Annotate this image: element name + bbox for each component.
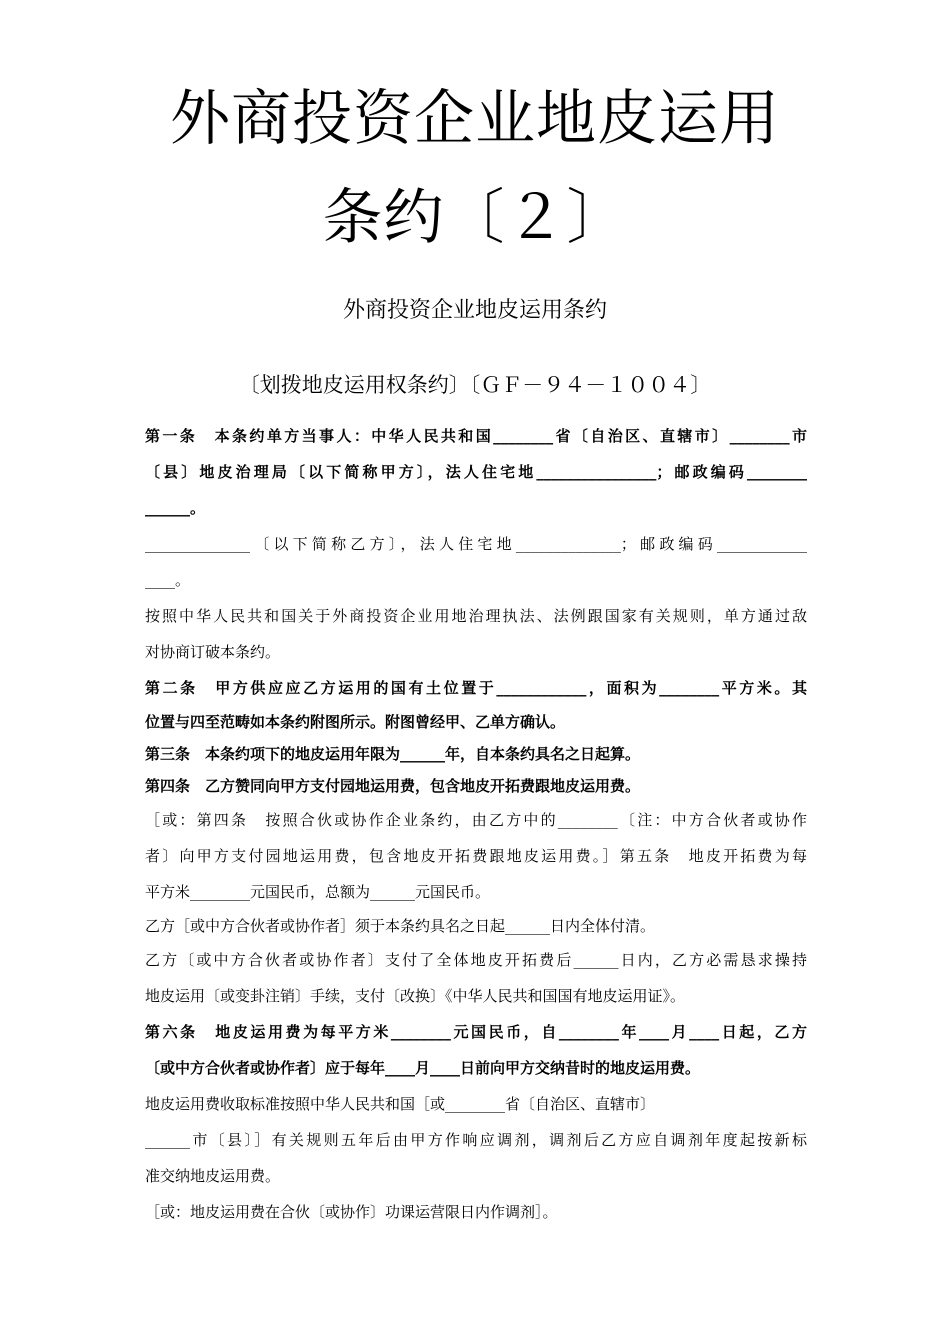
contract-line: ______。	[145, 499, 206, 517]
contract-line: 准交纳地皮运用费。	[145, 1167, 281, 1185]
contract-line: 第一条 本条约单方当事人：中华人民共和国________省〔自治区、直辖市〕________市	[145, 427, 807, 445]
document-subtitle: 外商投资企业地皮运用条约	[342, 298, 607, 323]
contract-line: 按照中华人民共和国关于外商投资企业用地治理执法、法例跟国家有关规则，单方通过敌	[145, 607, 807, 625]
contract-line: 者〕向甲方支付园地运用费，包含地皮开拓费跟地皮运用费。］第五条 地皮开拓费为每	[145, 847, 807, 865]
contract-line: ［或：地皮运用费在合伙〔或协作〕功课运营限日内作调剂］。	[145, 1203, 558, 1221]
contract-line: 乙方〔或中方合伙者或协作者〕支付了全体地皮开拓费后______日内，乙方必需恳求操持	[145, 951, 807, 969]
contract-line: 平方米________元国民币，总额为______元国民币。	[145, 883, 491, 901]
contract-line: 第三条 本条约项下的地皮运用年限为______年，自本条约具名之日起算。	[145, 745, 641, 763]
contract-line: 第四条 乙方赞同向甲方支付园地运用费，包含地皮开拓费跟地皮运用费。	[145, 777, 641, 795]
contract-body	[145, 418, 807, 1230]
contract-line: 对协商订破本条约。	[145, 643, 281, 661]
contract-line: 〔或中方合伙者或协作者〕应于每年____月____日前向甲方交纳昔时的地皮运用费。	[145, 1059, 701, 1077]
contract-code-heading: 〔划拨地皮运用权条约〕〔ＧＦ－９４－１００４〕	[238, 373, 712, 397]
contract-line: 乙方［或中方合伙者或协作者］须于本条约具名之日起______日内全体付清。	[145, 917, 656, 935]
document-title-line-1: 外商投资企业地皮运用	[170, 84, 780, 154]
contract-line: 第二条 甲方供应应乙方运用的国有土位置于____________，面积为________平方米。其	[145, 679, 807, 697]
contract-line: 位置与四至范畴如本条约附图所示。附图曾经甲、乙单方确认。	[145, 713, 566, 731]
contract-line: 〔县〕地皮治理局〔以下简称甲方〕，法人住宅地________________；邮政编码________	[145, 463, 807, 481]
document-title-line-2: 条约〔２〕	[322, 183, 628, 253]
contract-line: ____。	[145, 571, 191, 589]
contract-line: 地皮运用〔或变卦注销〕手续，支付〔改换〕《中华人民共和国国有地皮运用证》。	[145, 987, 686, 1005]
contract-line: ［或：第四条 按照合伙或协作企业条约，由乙方中的________〔注：中方合伙者或协作	[145, 811, 807, 829]
contract-line: 第六条 地皮运用费为每平方米________元国民币，自________年____月____日起，乙方	[145, 1023, 807, 1041]
contract-line: ______________〔以下简称乙方〕，法人住宅地______________；邮政编码____________	[145, 535, 807, 553]
contract-line: ______市〔县〕］有关规则五年后由甲方作响应调剂，调剂后乙方应自调剂年度起按新标	[145, 1131, 807, 1149]
contract-line: 地皮运用费收取标准按照中华人民共和国［或________省〔自治区、直辖市〕	[145, 1095, 656, 1113]
